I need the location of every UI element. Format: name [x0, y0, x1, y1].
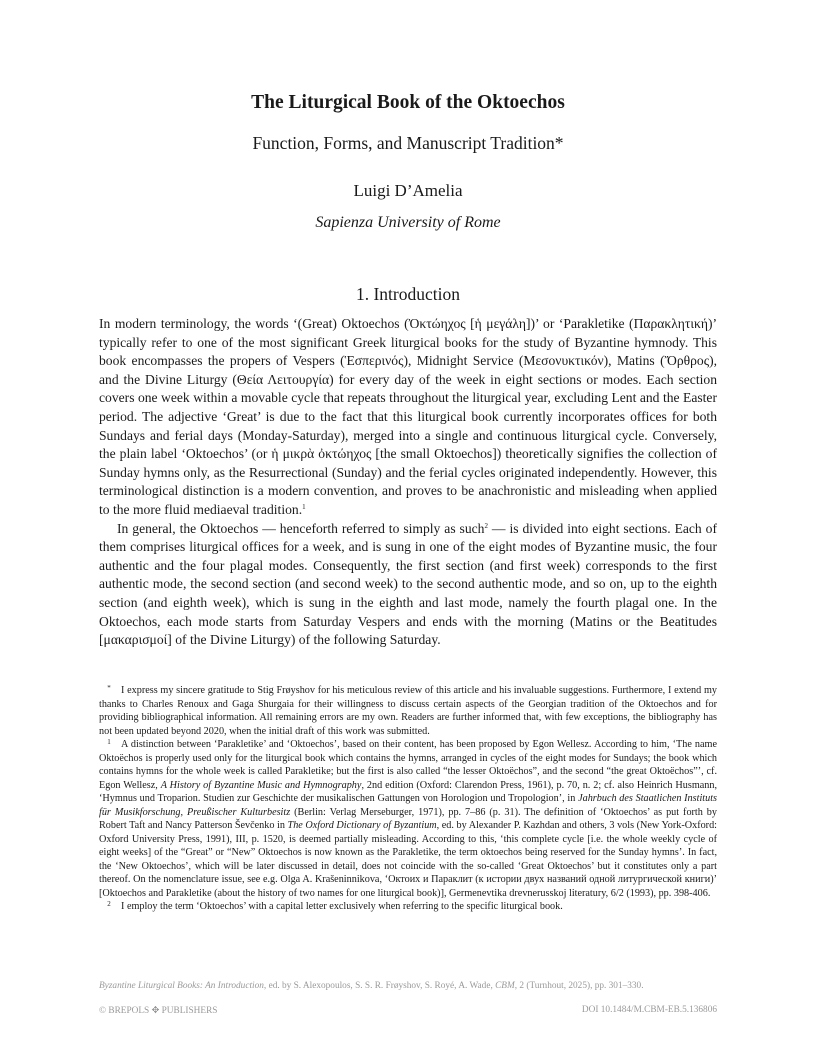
- footnote-star-mark: *: [107, 684, 111, 692]
- author-affiliation: Sapienza University of Rome: [315, 214, 501, 231]
- paragraph-1-text: In modern terminology, the words ‘(Great) Oktoechos (Ὀκτώηχος [ἡ μεγάλη])’ or ‘Parakletike (Παρακλητική)’ typically refer to one of the most significant Greek liturgical books for the study of Byzantine hymnody. This book encompasses the propers of Vespers (Ἑσπερινός), Midnight Service (Μεσονυκτικόν), Matins (Ὄρθρος), and the Divine Liturgy (Θεία Λειτουργία) for every day of the week in eight sections or modes. Each section covers one week within a movable cycle that repeats throughout the liturgical year, excluding Lent and the Easter period. The adjective ‘Great’ is due to the fact that this liturgical book currently incorporates offices for both Sundays and ferial days (Monday-Saturday), merged into a single and continuous liturgical cycle. Conversely, the plain label ‘Oktoechos’ (or ἡ μικρὰ ὀκτώηχος [the small Oktoechos]) theoretically signifies the collection of Sunday hymns only, as the Resurrectional (Sunday) and the ferial cycles originated independently. However, this terminological distinction is a modern convention, and proves to be anachronistic and misleading when applied to the more fluid mediaeval tradition.: [99, 316, 717, 517]
- paragraph-2-text-b: — is divided into eight sections. Each of them comprises liturgical offices for a week, and is sung in one of the eight modes of Byzantine music, the four authentic and the four plagal modes. Consequently, the first section (and first week) corresponds to the first authentic mode, the second section (and second week) to the second authentic mode, and so on, up to the eighth section (and eighth week), which is sung in the eighth and last mode, namely the fourth plagal one. In the Oktoechos, each mode starts from Saturday Vespers and ends with the morning (Matins or the Beatitudes [μακαρισμοί] of the Divine Liturgy) of the following Saturday.: [99, 520, 718, 648]
- footnote-2-mark: 2: [107, 900, 111, 908]
- footnote-1-title-2: Jahrbuch des Staatlichen Instituts für Musikforschung, Preußischer Kulturbesitz: [99, 793, 717, 818]
- citation-line: [99, 981, 717, 991]
- footnote-1-title-3: The Oxford Dictionary of Byzantium: [287, 820, 437, 831]
- footnote-star-text: I express my sincere gratitude to Stig Frøyshov for his meticulous review of this article and his invaluable suggestions. Furthermore, I extend my thanks to Charles Renoux and Gaga Shurgaia for their willingness to discuss certain aspects of the Georgian tradition of the Oktoechos and for providing bibliographical information. All remaining errors are my own. Readers are further informed that, with few exceptions, the bibliography has not been updated beyond 2020, when the initial draft of this work was submitted.: [99, 685, 717, 737]
- footnote-2-text: I employ the term ‘Oktoechos’ with a capital letter exclusively when referring to the specific liturgical book.: [121, 901, 563, 912]
- footnote-2: [99, 900, 717, 914]
- citation-book-title: Byzantine Liturgical Books: An Introduction: [99, 981, 264, 991]
- footnote-ref-2[interactable]: 2: [484, 521, 488, 530]
- publisher-line: [99, 1005, 717, 1016]
- footnote-1-text-a: A distinction between ‘Parakletike’ and ‘Oktoechos’, based on their content, has been proposed by Egon Wellesz. According to him, ‘The name Oktoëchos is properly used only for the liturgical book which contains the hymns, arranged in cycles of the eight modes for Sundays; the book which contains hymns for the whole week is called Parakletike; but the first is also called “the lesser Oktoëchos”, and the second “the great Oktoëchos”’, cf. Egon Wellesz,: [99, 739, 717, 791]
- footnote-ref-1[interactable]: 1: [302, 502, 306, 511]
- paragraph-2-text-a: In general, the Oktoechos — henceforth referred to simply as such: [117, 520, 485, 536]
- footnote-1-text-c: (Berlin: Verlag Merseburger, 1971), pp. 7–86 (p. 31). The definition of ‘Oktoechos’ as put forth by Robert Taft and Nancy Patterson Ševčenko in: [99, 806, 717, 831]
- footnote-1-title-1: A History of Byzantine Music and Hymnography: [160, 779, 362, 791]
- footnote-1-text-d: , ed. by Alexander P. Kazhdan and others, 3 vols (New York-Oxford: Oxford University Press, 1991), III, p. 1520, is deemed partially misleading. According to this, ‘this complete cycle [i.e. the whole weekly cycle of eight weeks] of the “Great” or “New” Oktoechos is now known as the Parakletike, the term oktoechos being reserved for the Sunday hymns’. In fact, the ‘New Oktoechos’, which will be later discussed in detail, does not coincide with the so-called ‘Great Oktoechos’ but it constitutes only a part thereof. On the nomenclature issue, see e.g. Olga A. Krašeninnikova, ‘Октоих и Параклит (к истории двух названий одной литургической книги)’ [Oktoechos and Parakletike (about the history of two names for one liturgical book)], Germenevtika drevnerusskoj literatury, 6/2 (1993), pp. 398-406.: [99, 820, 718, 899]
- article-subtitle: Function, Forms, and Manuscript Tradition*: [252, 133, 564, 153]
- author-name: Luigi D’Amelia: [353, 181, 463, 200]
- publisher-name: © BREPOLS ✥ PUBLISHERS: [99, 1006, 218, 1016]
- article-title: The Liturgical Book of the Oktoechos: [251, 92, 565, 113]
- citation-series: CBM: [495, 981, 515, 991]
- footnote-1-text-b: , 2nd edition (Oxford: Clarendon Press, 1961), p. 70, n. 2; cf. also Heinrich Husmann, ‘Hymnus und Troparion. Studien zur Geschichte der musikalischen Gattungen von Horologion und Tropologion’, in: [99, 779, 718, 804]
- paragraph-1: [99, 315, 717, 520]
- citation-text-b: , 2 (Turnhout, 2025), pp. 301–330.: [514, 981, 644, 991]
- paragraph-2: [99, 520, 717, 650]
- section-heading: 1. Introduction: [355, 284, 460, 304]
- body-text: [99, 315, 717, 650]
- citation-text-a: , ed. by S. Alexopoulos, S. S. R. Frøyshov, S. Royé, A. Wade,: [263, 981, 496, 991]
- footnotes: [99, 684, 717, 914]
- doi-link[interactable]: DOI 10.1484/M.CBM-EB.5.136806: [581, 1005, 717, 1015]
- footnote-star: [99, 684, 717, 738]
- footnote-1-mark: 1: [107, 738, 111, 746]
- footnote-1: [99, 738, 717, 900]
